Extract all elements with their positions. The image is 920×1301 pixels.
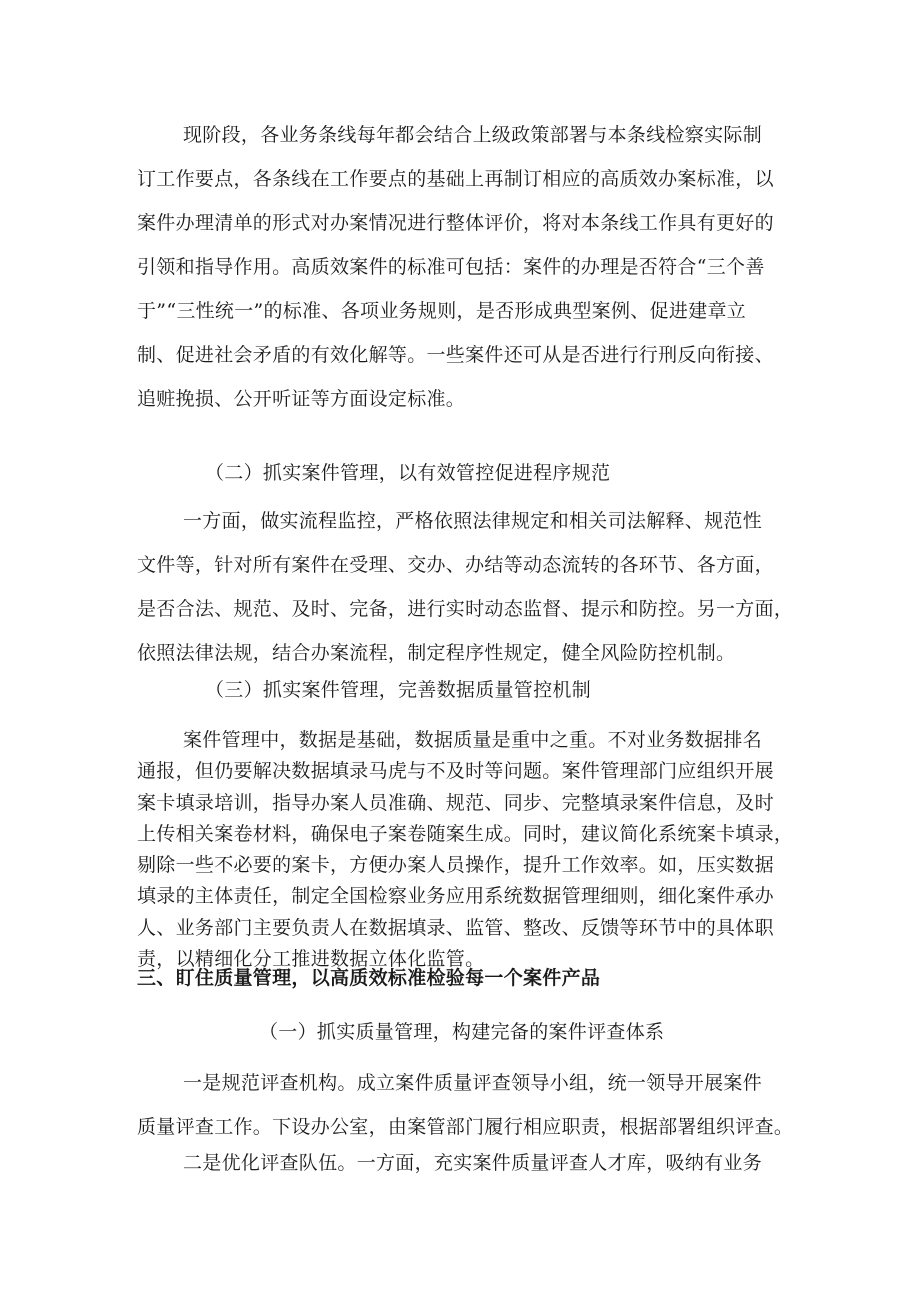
paragraph-line: 文件等，针对所有案件在受理、交办、办结等动态流转的各环节、各方面，	[137, 554, 774, 576]
subheading-text: （三）抓实案件管理，完善数据质量管控机制	[205, 679, 592, 701]
paragraph-line: 填录的主体责任，制定全国检察业务应用系统数据管理细则，细化案件承办	[137, 885, 774, 908]
section-heading-3	[137, 956, 797, 1000]
subheading-3-1	[137, 1010, 797, 1054]
paragraph-line: 人、业务部门主要负责人在数据填录、监管、整改、反馈等环节中的具体职	[137, 916, 774, 939]
paragraph-line: 一方面，做实流程监控，严格依照法律规定和相关司法解释、规范性	[183, 510, 763, 532]
paragraph-line: 案件办理清单的形式对办案情况进行整体评价，将对本条线工作具有更好的	[137, 212, 774, 234]
paragraph-line: 案件管理中，数据是基础，数据质量是重中之重。不对业务数据排名	[183, 729, 763, 751]
paragraph-2	[137, 499, 797, 675]
paragraph-line: 依照法律法规，结合办案流程，制定程序性规定，健全风险防控机制。	[137, 642, 736, 664]
paragraph-line: 案卡填录培训，指导办案人员准确、规范、同步、完整填录案件信息，及时	[137, 791, 774, 814]
paragraph-line: 订工作要点，各条线在工作要点的基础上再制订相应的高质效办案标准，以	[137, 168, 774, 190]
paragraph-line: 质量评查工作。下设办公室，由案管部门履行相应职责，根据部署组织评查。	[137, 1116, 794, 1138]
paragraph-line: 现阶段，各业务条线每年都会结合上级政策部署与本条线检察实际制	[183, 124, 763, 146]
paragraph-line: 是否合法、规范、及时、完备，进行实时动态监督、提示和防控。另一方面，	[137, 598, 794, 620]
paragraph-line: 引领和指导作用。高质效案件的标准可包括：案件的办理是否符合“三个善	[137, 256, 765, 278]
paragraph-line: 一是规范评查机构。成立案件质量评查领导小组，统一领导开展案件	[183, 1072, 763, 1094]
subheading-2	[137, 451, 797, 495]
subheading-3	[137, 668, 797, 712]
paragraph-3	[137, 725, 797, 975]
section-title: 三、盯住质量管理，以高质效标准检验每一个案件产品	[137, 967, 601, 989]
paragraph-line: 制、促进社会矛盾的有效化解等。一些案件还可从是否进行行刑反向衔接、	[137, 344, 774, 366]
subheading-text: （二）抓实案件管理，以有效管控促进程序规范	[205, 462, 611, 484]
paragraph-line: 追赃挽损、公开听证等方面设定标准。	[137, 388, 466, 410]
paragraph-line: 通报，但仍要解决数据填录马虎与不及时等问题。案件管理部门应组织开展	[137, 760, 774, 783]
paragraph-line: 上传相关案卷材料，确保电子案卷随案生成。同时，建议简化系统案卡填录，	[137, 822, 794, 845]
subheading-text: （一）抓实质量管理，构建完备的案件评查体系	[259, 1021, 665, 1043]
paragraph-1	[137, 113, 797, 421]
paragraph-line: 二是优化评查队伍。一方面，充实案件质量评查人才库，吸纳有业务	[183, 1152, 763, 1174]
paragraph-line: 责，以精细化分工推进数据立体化监管。	[137, 948, 485, 971]
paragraph-line: 于”“三性统一”的标准、各项业务规则，是否形成典型案例、促进建章立	[137, 300, 747, 322]
paragraph-5	[137, 1141, 797, 1185]
paragraph-line: 剔除一些不必要的案卡，方便办案人员操作，提升工作效率。如，压实数据	[137, 854, 774, 877]
paragraph-4	[137, 1061, 797, 1149]
